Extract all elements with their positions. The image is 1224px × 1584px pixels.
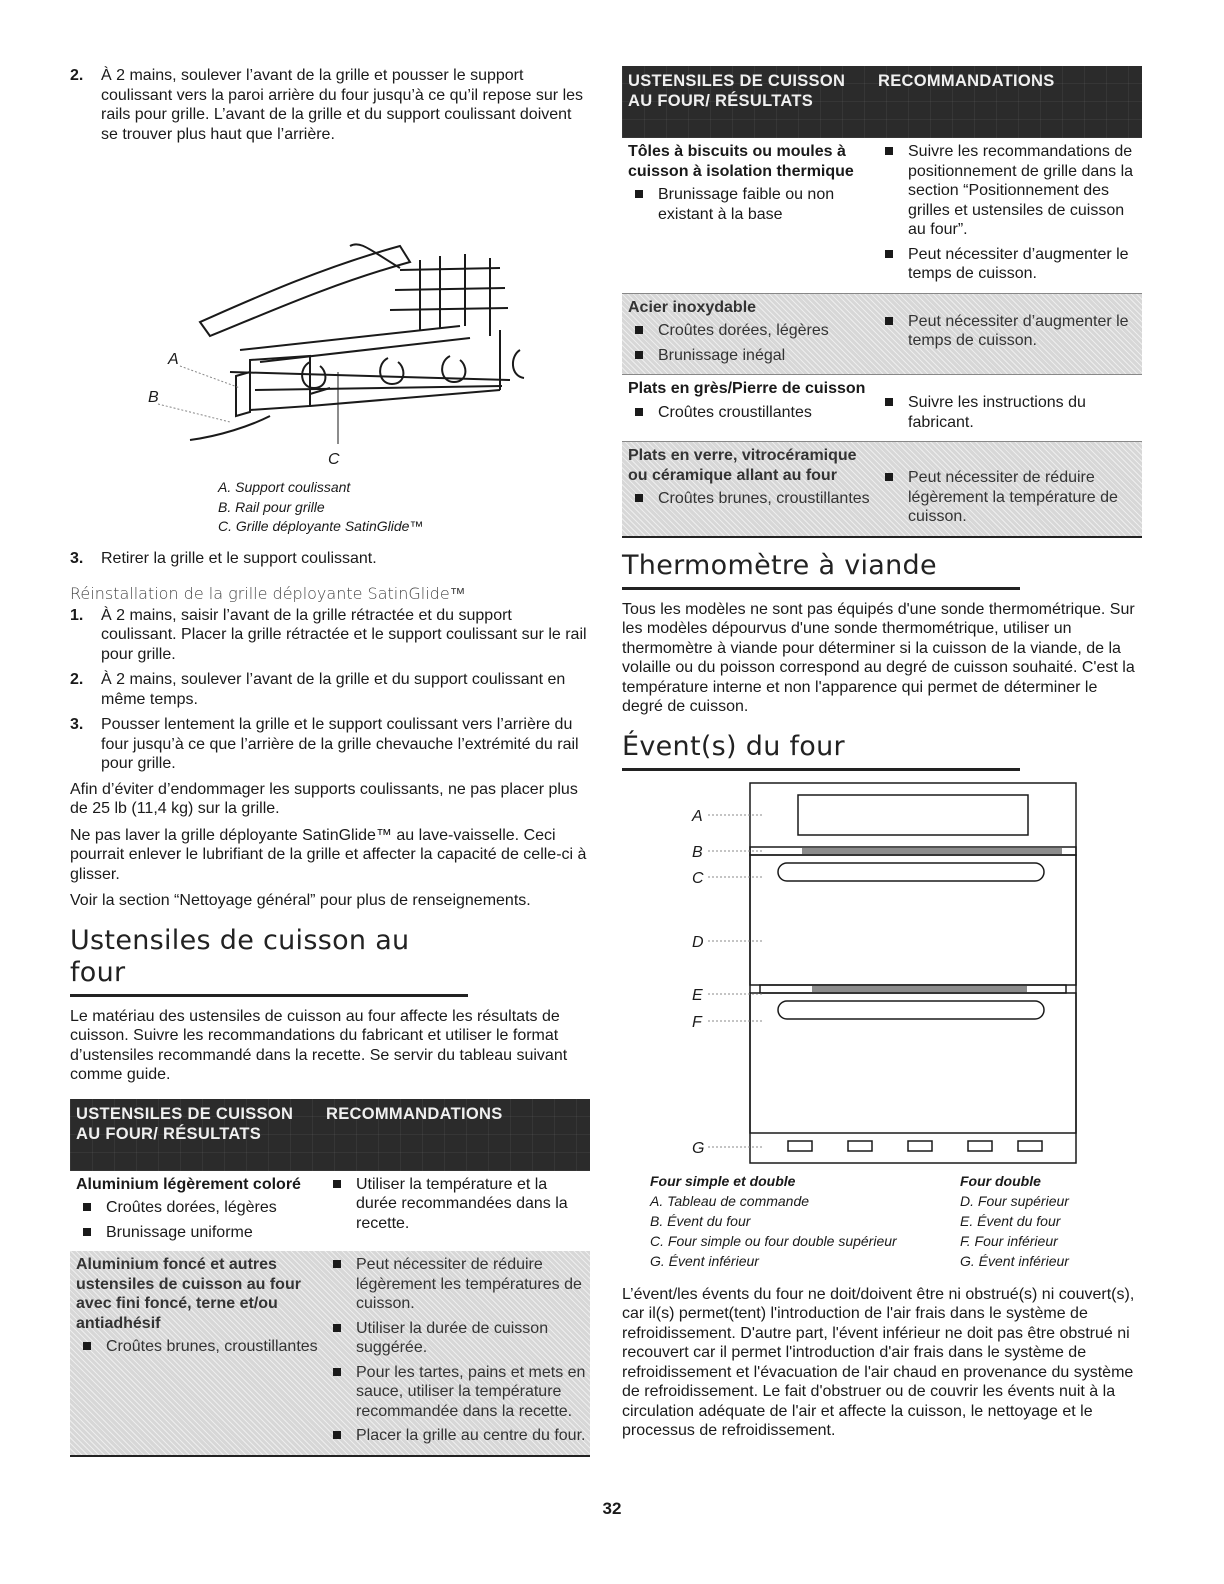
result-item: Croûtes dorées, légères [76,1198,318,1218]
row-title: Aluminium foncé et autres ustensiles de cuisson au four avec fini foncé, terne et/ou antiadhésif [76,1256,301,1332]
thermometer-text: Tous les modèles ne sont pas équipés d'une sonde thermométrique. Sur les modèles dépourvus d'une sonde thermométrique, utiliser un thermomètre à viande pour déterminer si la cuisson de la viande, de la volaille ou du poisson correspond au degré de cuisson souhaité. C'est la température interne et non l'apparence qui permet de déterminer le degré de cuisson. [622,600,1135,715]
caption-item: E. Évent du four [960,1212,1061,1229]
page-number: 32 [602,1499,622,1518]
step-text: À 2 mains, soulever l’avant de la grille et pousser le support coulissant vers la paroi arrière du four jusqu’à ce qu’il repose sur les rails pour grille. L’avant de la grille et du support coulissant doivent se trouver plus haut que l’arrière. [101,67,584,143]
oven-label-f: F [692,1013,702,1031]
step-number: 1. [70,606,84,624]
step-number: 3. [70,716,84,733]
result-item: Brunissage faible ou non existant à la base [628,185,870,224]
step-remove [70,549,590,569]
oven-label-e: E [692,986,703,1004]
caption-item: G. Évent inférieur [650,1252,759,1269]
cookware-intro: Le matériau des ustensiles de cuisson au four affecte les résultats de cuisson. Suivre les recommandations du fabricant et utiliser le format d’ustensiles recommandé dans la recette. Se servir du tableau suivant comme guide. [70,1007,568,1083]
label-c: C [328,451,340,468]
recommendation-item: Peut nécessiter d’augmenter le temps de cuisson. [878,312,1142,351]
oven-label-c: C [692,869,704,887]
header-recommendations: RECOMMANDATIONS [878,72,1055,90]
reinstall-step [70,670,590,709]
cookware-table-right [622,66,1142,538]
row-title: Acier inoxydable [628,298,757,316]
reinstall-step [70,715,590,774]
result-item: Brunissage inégal [628,346,870,366]
caption-item: B. Évent du four [650,1212,751,1229]
result-item: Croûtes brunes, croustillantes [628,489,870,509]
right-column [622,66,1142,1448]
header-cookware: USTENSILES DE CUISSON AU FOUR/ RÉSULTATS [628,72,846,110]
thermometer-heading: Thermomètre à viande [622,550,1020,590]
header-recommendations: RECOMMANDATIONS [326,1104,503,1123]
weight-paragraph: Afin d’éviter d’endommager les supports coulissants, ne pas placer plus de 25 lb (11,4 kg) sur la grille. [70,780,578,817]
caption-c: C. Grille déployante SatinGlide™ [218,518,424,534]
result-item: Croûtes croustillantes [628,403,870,423]
oven-label-a: A [692,807,703,825]
row-title: Tôles à biscuits ou moules à cuisson à isolation thermique [628,143,854,180]
table-row [70,1251,590,1455]
step-text: Pousser lentement la grille et le support coulissant vers l’arrière du four jusqu’à ce que l’arrière de la grille chevauche l’extrémité du rail pour grille. [101,716,579,772]
caption-a: A. Support coulissant [218,479,351,495]
caption-item: D. Four supérieur [960,1192,1069,1209]
oven-label-d: D [692,933,704,951]
result-item: Brunissage uniforme [76,1223,318,1243]
step-lift-rack [70,66,590,144]
recommendation-item: Peut nécessiter de réduire légèrement la température de cuisson. [878,468,1142,527]
caption-item: F. Four inférieur [960,1232,1058,1249]
cookware-heading: Ustensiles de cuisson au four [70,925,468,997]
step-number: 2. [70,671,84,688]
caption-item: A. Tableau de commande [650,1192,810,1209]
oven-captions [650,1171,1142,1271]
label-b: B [148,389,159,406]
see-section-paragraph: Voir la section “Nettoyage général” pour plus de renseignements. [70,892,531,909]
dishwasher-paragraph: Ne pas laver la grille déployante SatinGlide™ au lave-vaisselle. Ceci pourrait enlever le lubrifiant de la grille et affecter la capacité de celle-ci à glisser. [70,826,587,883]
result-item: Croûtes brunes, croustillantes [76,1337,318,1357]
table-row [622,442,1142,536]
vent-heading: Évent(s) du four [622,731,1020,771]
step-number: 2. [70,67,84,84]
row-title: Plats en grès/Pierre de cuisson [628,380,866,397]
caption-item: C. Four simple ou four double supérieur [650,1232,897,1249]
oven-label-g: G [692,1139,705,1157]
recommendation-item: Utiliser la température et la durée recommandées dans la recette. [326,1175,590,1234]
label-a: A [168,351,179,368]
table-header [622,66,1142,138]
table-row [622,375,1142,442]
recommendation-item: Suivre les instructions du fabricant. [878,393,1142,432]
recommendation-item: Suivre les recommandations de positionnement de grille dans la section “Positionnement des grilles et ustensiles de cuisson au four”. [878,142,1142,240]
table-header [70,1099,590,1171]
recommendation-item: Pour les tartes, pains et mets en sauce, utiliser la température recommandée dans la recette. [326,1363,590,1422]
vent-text: L’évent/les évents du four ne doit/doivent être ni obstrué(s) ni couvert(s), car il(s) permet(tent) l'introduction de l'air frais dans le système de refroidissement. D'autre part, l'évent inférieur ne doit pas être obstrué ni recouvert car il permet l'introduction d'air frais dans le système de refroidissement et l'évacuation de l'air chaud en provenance du système de refroidissement. Le fait d'obstruer ou de couvrir les évents nuit à la circulation adéquate de l'air et affecte la cuisson, le nettoyage et le processus de refroidissement. [622,1285,1135,1439]
step-text: À 2 mains, saisir l’avant de la grille rétractée et du support coulissant. Placer la grille rétractée et le support coulissant sur le rail pour grille. [101,606,587,663]
rack-figure [70,150,590,490]
oven-illustration [622,781,1142,1171]
row-title: Aluminium légèrement coloré [76,1175,301,1193]
table-row [622,294,1142,376]
oven-figure [622,781,1142,1171]
cookware-table-left [70,1099,590,1457]
step-text: Retirer la grille et le support coulissant. [101,549,377,567]
rack-illustration [70,150,590,490]
table-row [70,1171,590,1252]
header-cookware: USTENSILES DE CUISSON AU FOUR/ RÉSULTATS [76,1104,294,1143]
reinstall-step [70,606,590,665]
recommendation-item: Peut nécessiter d’augmenter le temps de cuisson. [878,245,1142,284]
oven-label-b: B [692,843,703,861]
recommendation-item: Utiliser la durée de cuisson suggérée. [326,1319,590,1358]
caption-head-single-double: Four simple et double [650,1172,796,1189]
table-row [622,138,1142,294]
left-column [70,66,590,1457]
caption-item: G. Évent inférieur [960,1252,1069,1269]
reinstall-heading: Réinstallation de la grille déployante SatinGlide™ [70,584,466,603]
caption-head-double: Four double [960,1172,1041,1189]
recommendation-item: Placer la grille au centre du four. [326,1426,590,1446]
recommendation-item: Peut nécessiter de réduire légèrement les températures de cuisson. [326,1255,590,1314]
step-number: 3. [70,549,84,567]
step-text: À 2 mains, soulever l’avant de la grille et du support coulissant en même temps. [101,671,566,708]
caption-b: B. Rail pour grille [218,498,325,515]
row-title: Plats en verre, vitrocéramique ou céramique allant au four [628,447,857,484]
result-item: Croûtes dorées, légères [628,321,870,341]
